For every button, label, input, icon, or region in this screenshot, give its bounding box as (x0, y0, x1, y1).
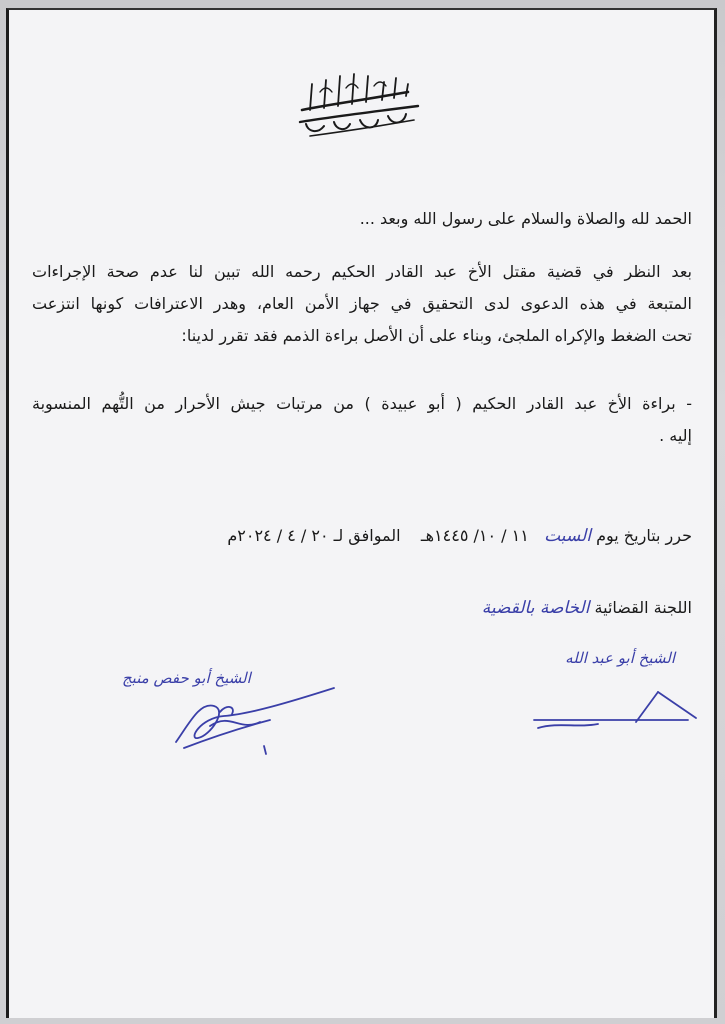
basmala-calligraphy (290, 62, 430, 142)
date-agreement: الموافق لـ (333, 526, 401, 545)
signature-name-right: الشيخ أبو عبد الله (565, 649, 675, 667)
ruling-line: إليه . (659, 426, 692, 445)
committee-handwritten: الخاصة بالقضية (481, 598, 590, 618)
ruling-line: - براءة الأخ عبد القادر الحكيم ( أبو عبيدة ) من مرتبات جيش الأحرار من التُّهم المنسوبة (32, 394, 692, 413)
signature-right (528, 684, 700, 730)
date-hijri: ١١ / ١٠/ ١٤٤٥هـ (420, 526, 529, 545)
paragraph-line: تحت الضغط والإكراه الملجئ، وبناء على أن الأصل براءة الذمم فقد تقرر لدينا: (181, 326, 692, 345)
ruling-paragraph (32, 388, 692, 452)
findings-paragraph (32, 256, 692, 352)
date-line (32, 526, 692, 546)
committee-printed: اللجنة القضائية (594, 598, 692, 617)
date-prefix: حرر بتاريخ يوم (596, 526, 692, 545)
date-gregorian: ٢٠ / ٤ / ٢٠٢٤م (227, 526, 329, 545)
signature-left (170, 682, 340, 762)
committee-line (32, 598, 692, 618)
greeting-line: الحمد لله والصلاة والسلام على رسول الله وبعد ... (359, 209, 692, 228)
paragraph-line: المتبعة في هذه الدعوى لدى التحقيق في جهاز الأمن العام، وهدر الاعترافات كونها انتزعت (32, 294, 692, 313)
paragraph-line: بعد النظر في قضية مقتل الأخ عبد القادر الحكيم رحمه الله تبين لنا عدم صحة الإجراءات (32, 262, 692, 281)
document-sheet (6, 8, 717, 1018)
signature-name-left: الشيخ أبو حفص منبج (122, 669, 251, 687)
date-day-handwritten: السبت (544, 526, 591, 546)
